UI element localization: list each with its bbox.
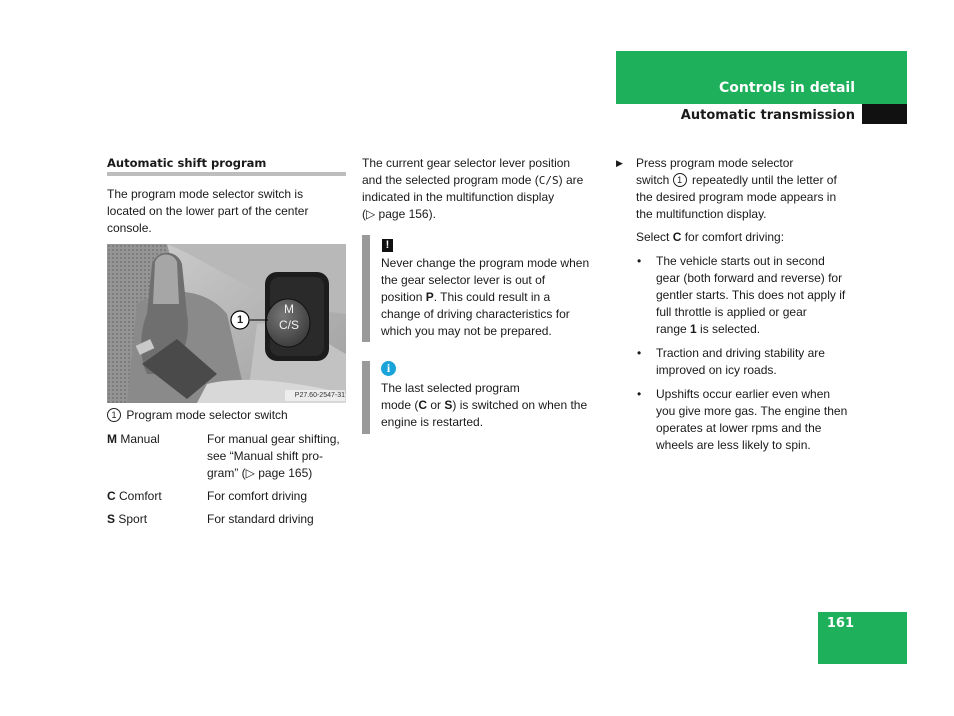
step-arrow-icon: ▶ bbox=[616, 158, 623, 168]
bullet-list bbox=[637, 253, 867, 454]
heading-rule bbox=[107, 172, 346, 176]
list-item: • Traction and driving stability are improved on icy roads. bbox=[637, 346, 825, 377]
step-instruction: Press program mode selector switch 1 repeatedly until the letter of the desired program mode appears in the multifunction display. bbox=[636, 156, 837, 221]
mode-row-comfort: C Comfort For comfort driving bbox=[107, 489, 308, 503]
info-bar bbox=[362, 361, 370, 434]
page-number: 161 bbox=[826, 616, 854, 631]
callout-number: 1 bbox=[236, 314, 244, 326]
info-text: The last selected program mode (C or S) is switched on when the engine is restarted. bbox=[381, 381, 588, 429]
button-label-cs: C/S bbox=[278, 318, 299, 332]
section-marker bbox=[862, 104, 907, 124]
warning-icon: ! bbox=[382, 236, 393, 253]
section-title: Controls in detail bbox=[719, 80, 855, 96]
intro-text: The program mode selector switch is located on the lower part of the center console. bbox=[107, 187, 309, 235]
caption-text: Program mode selector switch bbox=[126, 408, 288, 422]
image-caption bbox=[107, 407, 347, 424]
program-heading: Automatic shift program bbox=[107, 156, 267, 170]
warning-text: Never change the program mode when the gear selector lever is out of position P. This could result in a change of driving characteristics for which you may not be prepared. bbox=[381, 256, 590, 338]
image-code: P27.60-2547-31 bbox=[294, 392, 345, 399]
subsection-title: Automatic transmission bbox=[680, 108, 855, 123]
console-photo bbox=[107, 244, 346, 403]
select-comfort: Select C for comfort driving: bbox=[636, 230, 785, 244]
mode-row-manual: M Manual For manual gear shifting, see “Manual shift pro- gram” (▷ page 165) bbox=[107, 432, 340, 480]
button-label-m: M bbox=[284, 302, 294, 316]
info-icon: i bbox=[381, 360, 396, 377]
warning-bar bbox=[362, 235, 370, 342]
display-paragraph: The current gear selector lever position and the selected program mode (C/S) are indicated in the multifunction display (▷ page 156). bbox=[362, 156, 584, 221]
modes-table bbox=[107, 431, 347, 528]
list-item: • The vehicle starts out in second gear (both forward and reverse) for gentler starts. This does not apply if full throttle is applied or gear range 1 is selected. bbox=[637, 254, 846, 336]
mode-row-sport: S Sport For standard driving bbox=[107, 512, 314, 526]
caption-number: 1 bbox=[107, 408, 121, 422]
list-item: • Upshifts occur earlier even when you give more gas. The engine then operates at lower rpms and the wheels are less likely to spin. bbox=[637, 387, 848, 452]
